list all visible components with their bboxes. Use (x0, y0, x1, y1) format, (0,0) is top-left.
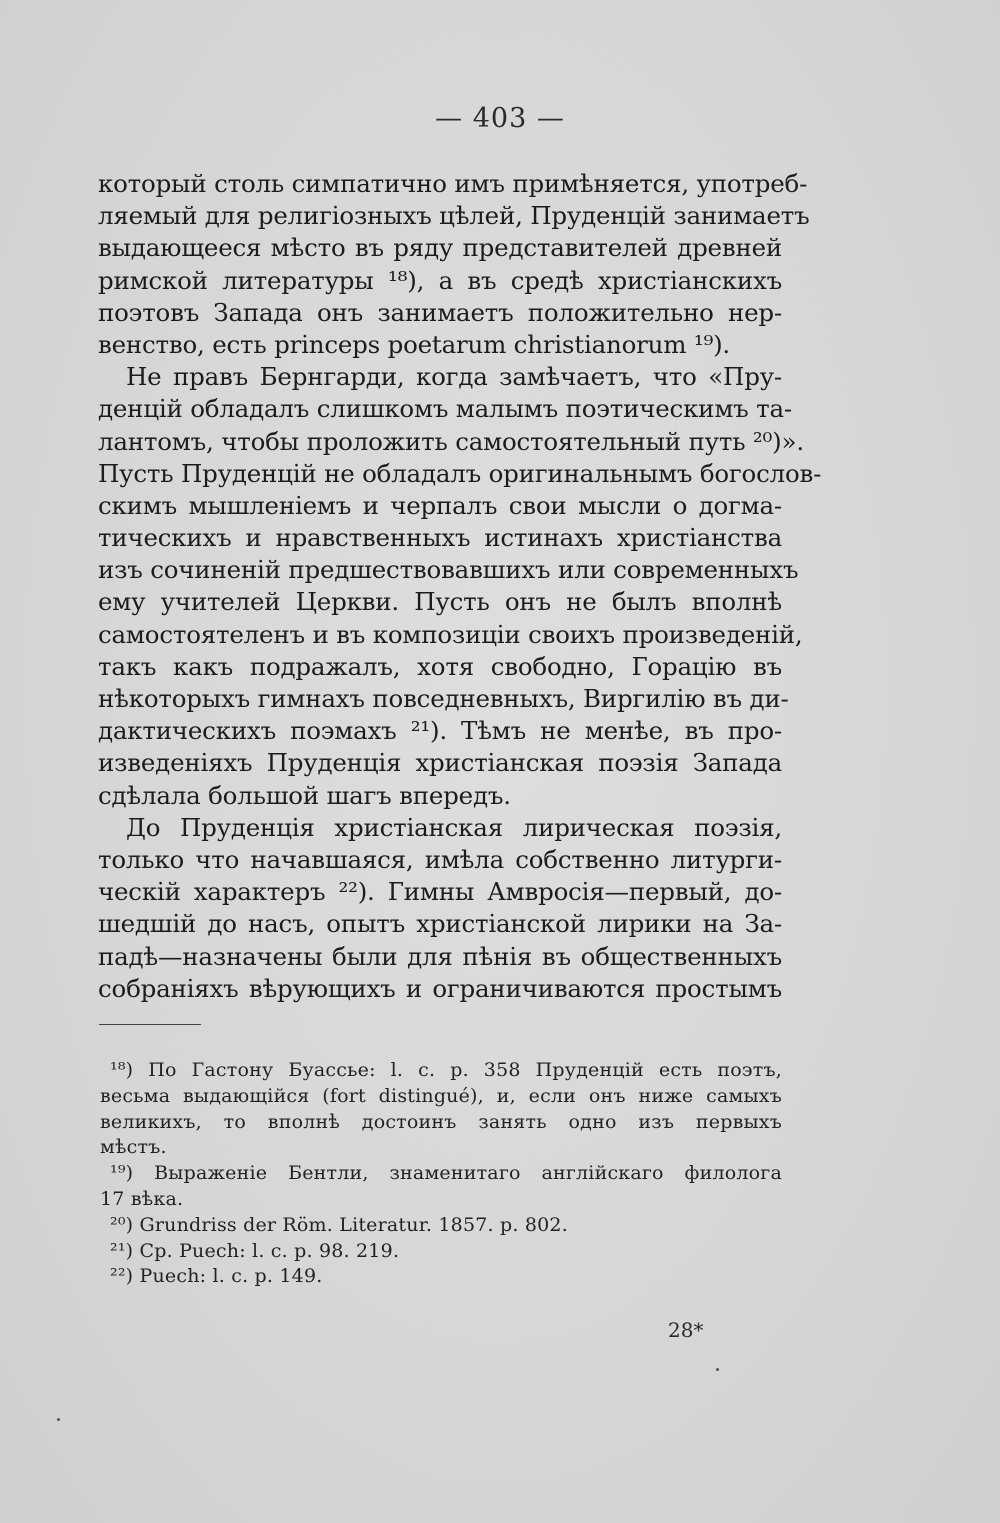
text-line: римской литературы ¹⁸), а въ средѣ христіанскихъ (98, 265, 782, 295)
text-line: самостоятеленъ и въ композиціи своихъ произведеній, (98, 619, 803, 649)
footnote-line: ²⁰) Grundriss der Röm. Literatur. 1857. p. 802. (110, 1213, 568, 1236)
footnote-separator (99, 1024, 201, 1025)
text-line: ему учителей Церкви. Пусть онъ не былъ вполнѣ (98, 587, 782, 617)
text-line: Пусть Пруденцій не обладалъ оригинальнымъ богослов- (98, 458, 822, 488)
page-number: — 403 — (435, 103, 565, 134)
text-line: шедшій до насъ, опытъ христіанской лирики на За- (98, 909, 782, 939)
text-line: ляемый для религіозныхъ цѣлей, Пруденцій занимаетъ (98, 201, 810, 231)
print-speck (716, 1368, 719, 1371)
text-line: выдающееся мѣсто въ ряду представителей древней (98, 233, 782, 263)
footnotes (100, 1058, 782, 1290)
text-line: поэтовъ Запада онъ занимаетъ положительно нер- (98, 297, 782, 327)
text-line: тическихъ и нравственныхъ истинахъ христіанства (98, 523, 782, 553)
footnote-line: ¹⁸) По Гастону Буассье: l. c. p. 358 Пруденцій есть поэтъ, (110, 1059, 782, 1081)
text-line: венство, есть princeps poetarum christianorum ¹⁹). (98, 329, 731, 359)
footnote-line: 17 вѣка. (100, 1187, 184, 1210)
text-line: денцій обладалъ слишкомъ малымъ поэтическимъ та- (98, 394, 792, 424)
main-text (98, 168, 822, 1005)
text-line: собраніяхъ вѣрующихъ и ограничиваются простымъ (98, 973, 782, 1003)
text-line: дактическихъ поэмахъ ²¹). Тѣмъ не менѣе, въ про- (98, 716, 782, 746)
footnote-line: весьма выдающійся (fort distingué), и, если онъ ниже самыхъ (100, 1084, 782, 1107)
text-line: нѣкоторыхъ гимнахъ повседневныхъ, Виргилію въ ди- (98, 684, 789, 713)
text-line: До Пруденція христіанская лирическая поэзія, (126, 812, 782, 842)
footnote-line: ²¹) Cp. Puech: l. c. p. 98. 219. (110, 1239, 400, 1262)
signature-mark: 28* (668, 1318, 704, 1342)
footnote-line: ²²) Puech: l. c. p. 149. (110, 1265, 323, 1288)
footnote-line: ¹⁹) Выраженіе Бентли, знаменитаго англійскаго филолога (110, 1162, 782, 1185)
text-line: изъ сочиненій предшествовавшихъ или современныхъ (98, 555, 799, 585)
footnote-line: великихъ, то вполнѣ достоинъ занять одно изъ первыхъ (100, 1110, 782, 1133)
text-line: такъ какъ подражалъ, хотя свободно, Горацію въ (98, 651, 782, 681)
text-line: скимъ мышленіемъ и черпалъ свои мысли о догма- (98, 490, 782, 520)
text-line: ческій характеръ ²²). Гимны Амвросія—первый, до- (98, 877, 782, 907)
text-line: падѣ—назначены были для пѣнія въ общественныхъ (98, 941, 782, 971)
text-line: лантомъ, чтобы проложить самостоятельный путь ²⁰)». (98, 426, 804, 456)
footnote-line: мѣстъ. (100, 1136, 167, 1159)
text-line: Не правъ Бернгарди, когда замѣчаетъ, что «Пру- (126, 362, 782, 392)
text-line: сдѣлала большой шагъ впередъ. (98, 780, 511, 810)
text-line: который столь симпатично имъ примѣняется, употреб- (98, 169, 808, 198)
print-speck (57, 1418, 60, 1421)
text-line: только что начавшаяся, имѣла собственно литурги- (98, 844, 782, 874)
text-line: изведеніяхъ Пруденція христіанская поэзія Запада (98, 748, 782, 778)
